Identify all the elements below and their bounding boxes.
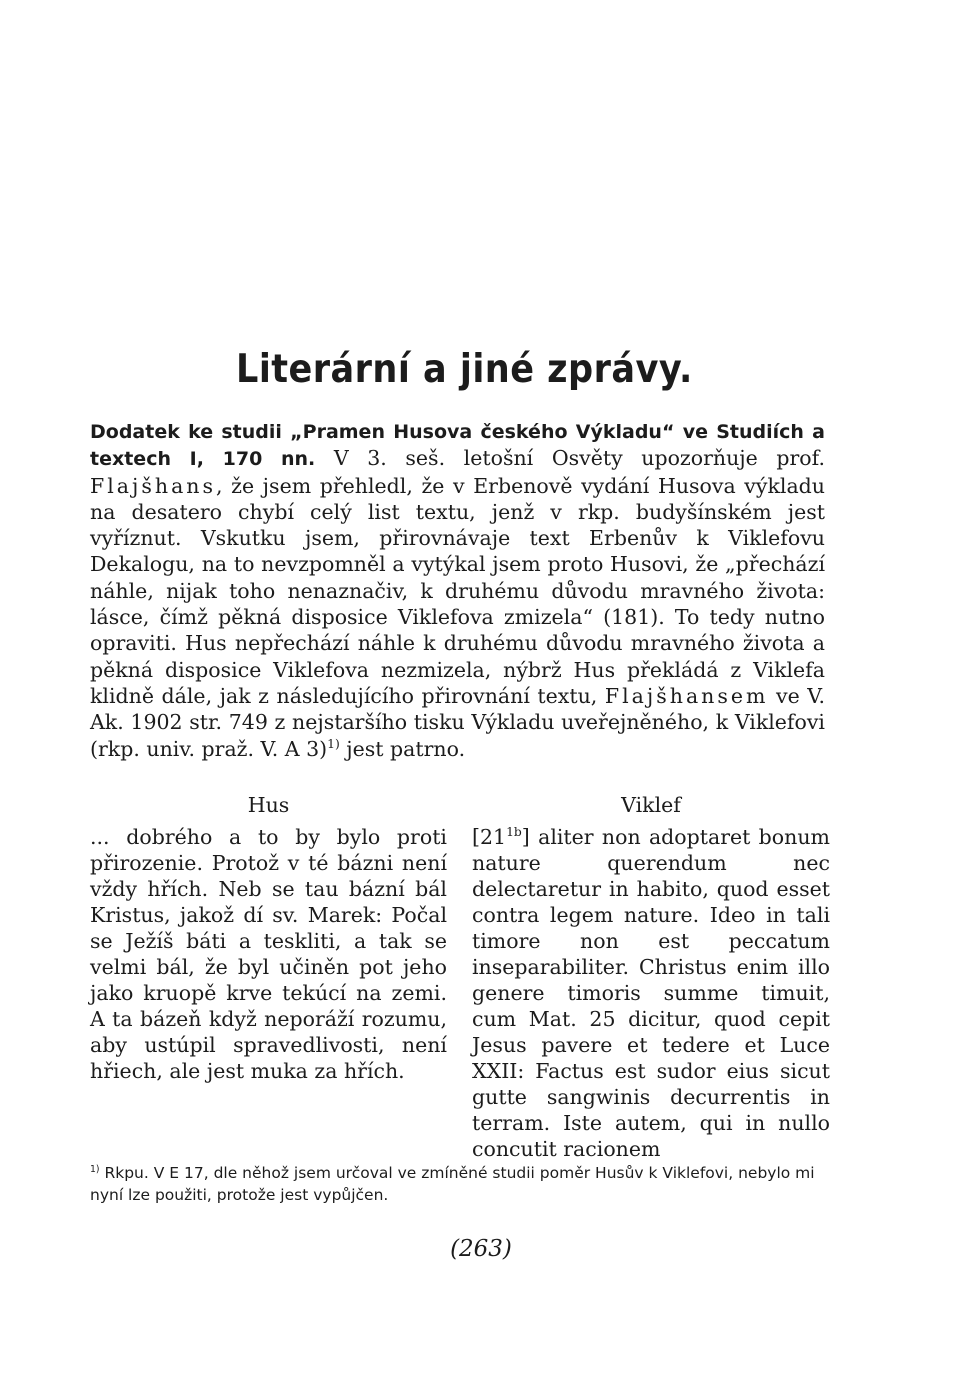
author-name-flajshansem: Flajšhansem [604, 683, 769, 708]
column-text-viklef [472, 824, 830, 1162]
author-name-flajshans: Flajšhans [90, 473, 217, 498]
footnote-mark: 1) [90, 1163, 100, 1175]
folio-ref-open: [21 [472, 825, 507, 849]
column-text-viklef-body: aliter non adoptaret bonum nature querendum nec delectaretur in habito, quod esset contra legem nature. Ideo in tali timore non est peccatum inseparabiliter. Christus enim illo genere timoris summe timuit, cum Mat. 25 dicitur, quod cepit Jesus pavere et tedere et Luce XXII: Factus est sudor eius sicut gutte sangwinis decurrentis in terram. Iste autem, qui in nullo concutit racionem [472, 825, 830, 1161]
article-text-2: , že jsem přehledl, že v Erbenově vydání Husova výkladu na desatero chybí celý list textu, jenž v rkp. budyšínském jest vyříznut. Vskutku jsem, přirovnávaje text Erbenův k Viklefovu Dekalogu, na to nevzpomněl a vytýkal jsem proto Husovi, že „přechází náhle, nijak toho nenaznačiv, k druhému důvodu mravného života: lásce, čímž pěkná disposice Viklefova zmizela“ (181). To tedy nutno opraviti. Hus nepřechází náhle k druhému důvodu mravného života a pěkná disposice Viklefova nezmizela, nýbrž Hus překládá z Viklefa klidně dále, jak z následujícího přirovnání textu, [90, 473, 825, 708]
page-number: (263) [450, 1236, 512, 1262]
page-title: Literární a jiné zprávy. [236, 347, 693, 392]
article-lead: Dodatek ke studii „Pramen Husova českého Výkladu“ ve Studiích a textech I, 170 nn. [90, 421, 825, 471]
article-text-4: jest patrno. [339, 736, 466, 761]
column-hus [90, 792, 447, 1084]
article-text-3: ve V. Ak. 1902 str. 749 z nejstaršího tisku Výkladu uveřejněného, k Viklefovi (rkp. univ. praž. V. A 3) [90, 683, 826, 761]
folio-ref-close: ] [521, 825, 530, 849]
folio-ref-sup: 1b [506, 825, 522, 840]
parallel-columns [90, 792, 830, 1161]
column-heading-hus: Hus [247, 793, 290, 817]
footnote [90, 1162, 830, 1206]
column-viklef [472, 792, 830, 1162]
footnote-reference: 1) [327, 736, 340, 751]
column-text-hus: ... dobrého a to by bylo proti přirozenie. Protož v té bázni není vždy hřích. Neb se tau bázní bál Kristus, jakož dí sv. Marek: Počal se Ježíš báti a teskliti, a tak se velmi bál, že byl učiněn pot jeho jako kruopě krve tekúcí na zemi. A ta bázeň když neporáží rozumu, aby ustúpil spravedlivosti, není hřiech, ale jest muka za hřích. [90, 825, 447, 1083]
article-paragraph [90, 418, 825, 762]
column-heading-viklef: Viklef [621, 793, 681, 817]
footnote-text: Rkpu. V E 17, dle něhož jsem určoval ve zmíněné studii poměr Husův k Viklefovi, nebylo mi nyní lze použiti, protože jest vypůjčen. [90, 1164, 815, 1204]
article-text-1: V 3. seš. letošní Osvěty upozorňuje prof. [315, 446, 825, 471]
